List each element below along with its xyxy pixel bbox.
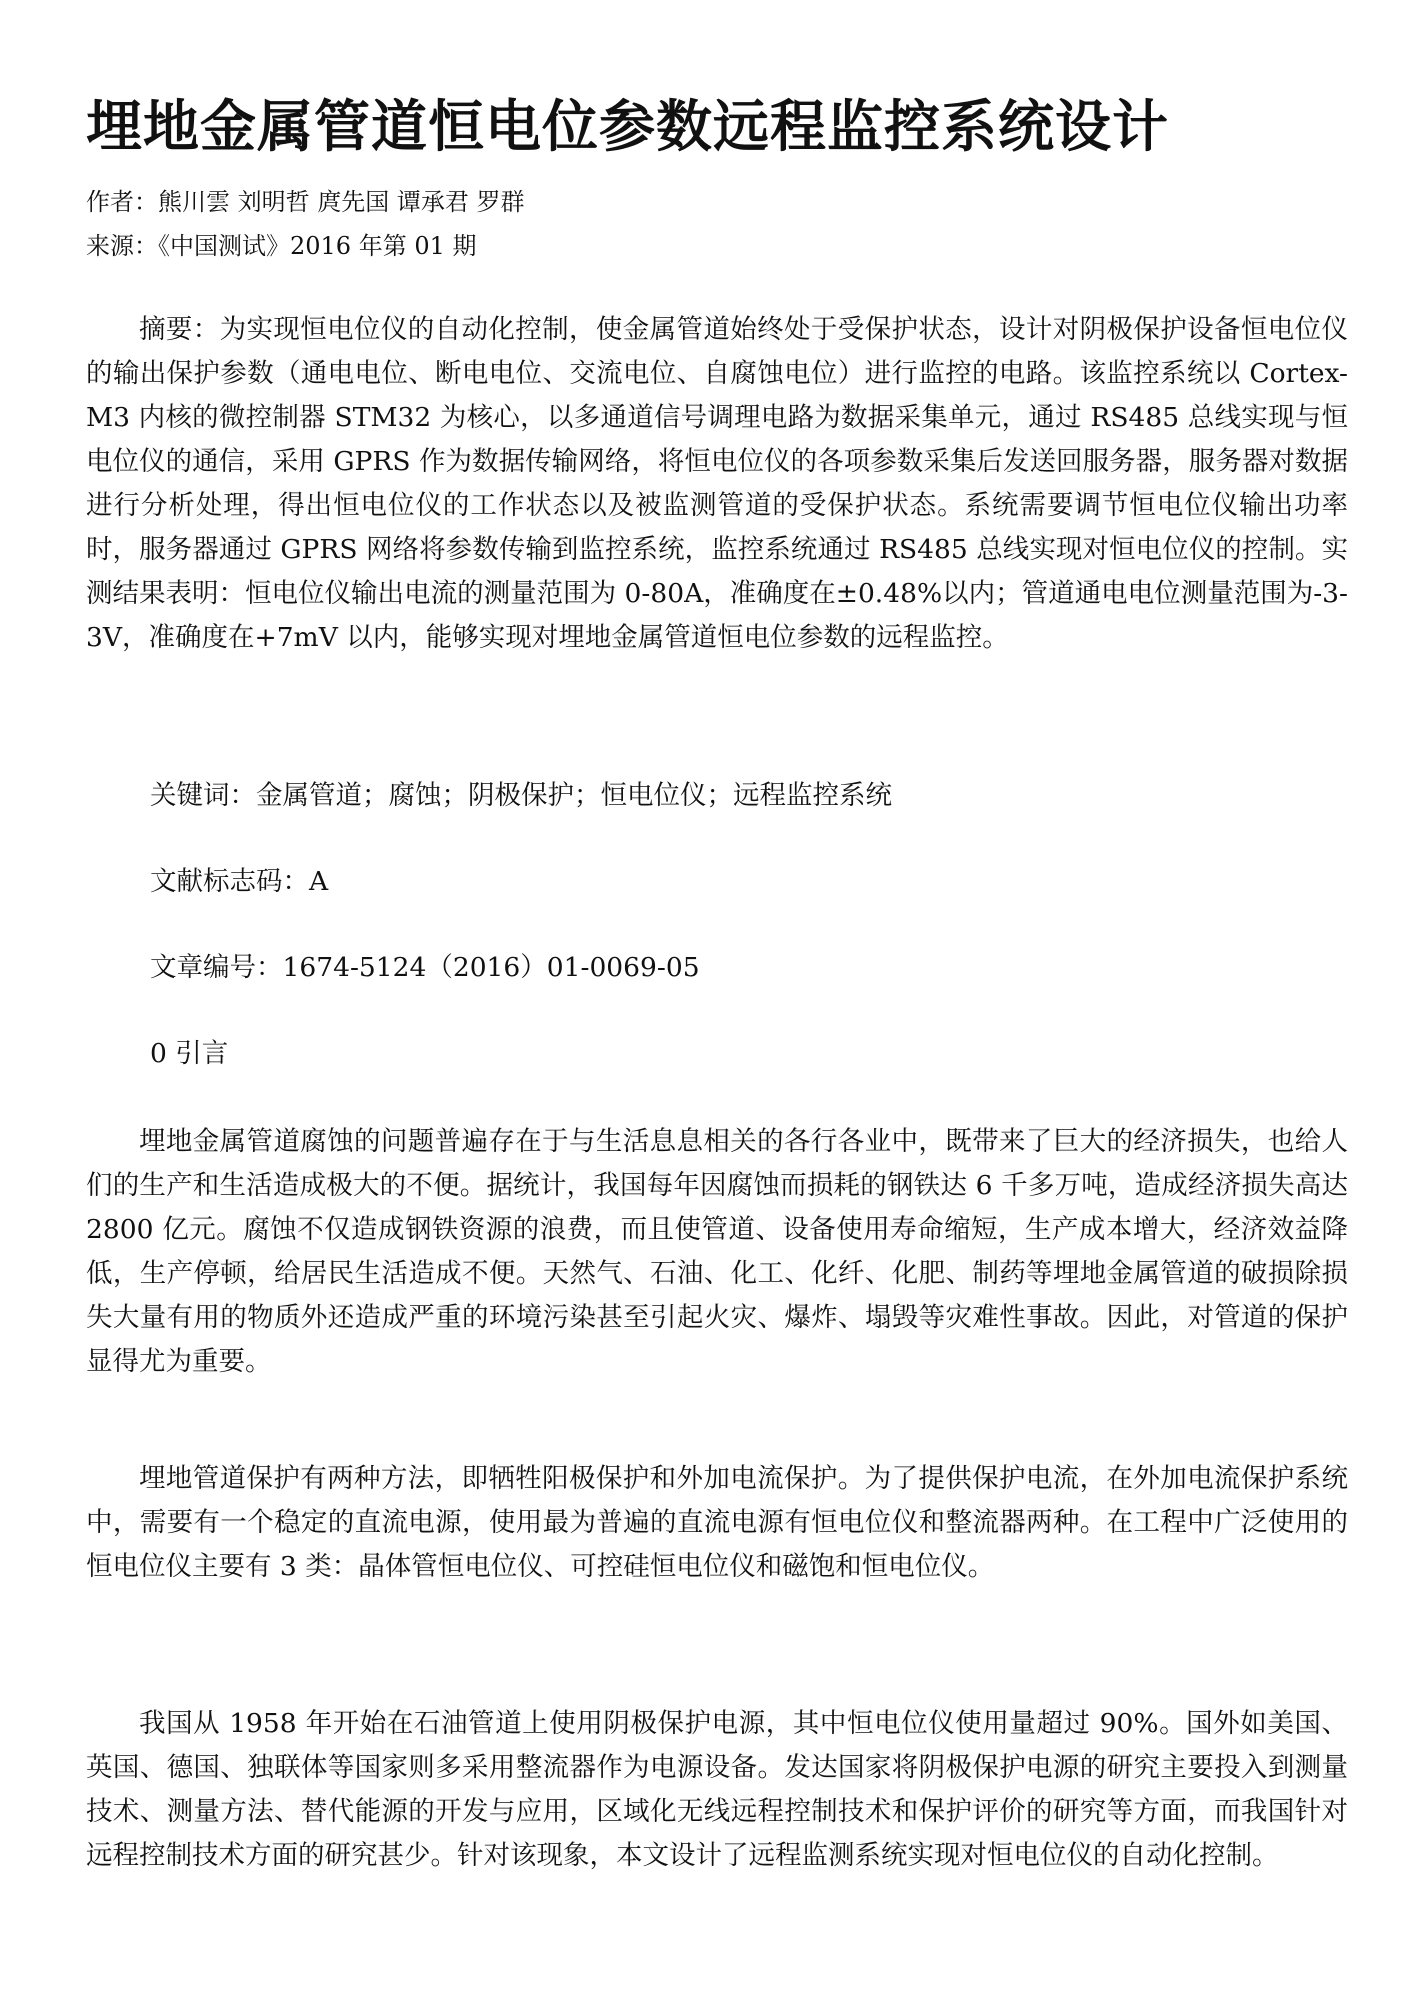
article-number-line: 文章编号：1674-5124（2016）01-0069-05: [150, 952, 700, 983]
body-paragraph: 埋地管道保护有两种方法，即牺牲阳极保护和外加电流保护。为了提供保护电流，在外加电流保护系统中，需要有一个稳定的直流电源，使用最为普遍的直流电源有恒电位仪和整流器两种。在工程中广泛使用的恒电位仪主要有 3 类：晶体管恒电位仪、可控硅恒电位仪和磁饱和恒电位仪。: [86, 1463, 1348, 1582]
section-heading: 0 引言: [150, 1038, 229, 1069]
page-title: 埋地金属管道恒电位参数远程监控系统设计: [86, 95, 1169, 160]
document-code-line: 文献标志码：A: [150, 866, 329, 897]
abstract-paragraph: 摘要：为实现恒电位仪的自动化控制，使金属管道始终处于受保护状态，设计对阴极保护设备恒电位仪的输出保护参数（通电电位、断电电位、交流电位、自腐蚀电位）进行监控的电路。该监控系统以 Cortex-M3 内核的微控制器 STM32 为核心，以多通道信号调理电路为数据采集单元，通过 RS485 总线实现与恒电位仪的通信，采用 GPRS 作为数据传输网络，将恒电位仪的各项参数采集后发送回服务器，服务器对数据进行分析处理，得出恒电位仪的工作状态以及被监测管道的受保护状态。系统需要调节恒电位仪输出功率时，服务器通过 GPRS 网络将参数传输到监控系统，监控系统通过 RS485 总线实现对恒电位仪的控制。实测结果表明：恒电位仪输出电流的测量范围为 0-80A，准确度在±0.48%以内；管道通电电位测量范围为-3-3V，准确度在+7mV 以内，能够实现对埋地金属管道恒电位参数的远程监控。: [86, 314, 1348, 653]
keywords-line: 关键词：金属管道；腐蚀；阴极保护；恒电位仪；远程监控系统: [150, 780, 892, 811]
body-paragraph: 埋地金属管道腐蚀的问题普遍存在于与生活息息相关的各行各业中，既带来了巨大的经济损失，也给人们的生产和生活造成极大的不便。据统计，我国每年因腐蚀而损耗的钢铁达 6 千多万吨，造成经济损失高达 2800 亿元。腐蚀不仅造成钢铁资源的浪费，而且使管道、设备使用寿命缩短，生产成本增大，经济效益降低，生产停顿，给居民生活造成不便。天然气、石油、化工、化纤、化肥、制药等埋地金属管道的破损除损失大量有用的物质外还造成严重的环境污染甚至引起火灾、爆炸、塌毁等灾难性事故。因此，对管道的保护显得尤为重要。: [86, 1126, 1348, 1377]
source-line: 来源：《中国测试》2016 年第 01 期: [86, 232, 477, 260]
authors-line: 作者：熊川雲 刘明哲 庹先国 谭承君 罗群: [86, 188, 525, 216]
body-paragraph: 我国从 1958 年开始在石油管道上使用阴极保护电源，其中恒电位仪使用量超过 90%。国外如美国、英国、德国、独联体等国家则多采用整流器作为电源设备。发达国家将阴极保护电源的研究主要投入到测量技术、测量方法、替代能源的开发与应用，区域化无线远程控制技术和保护评价的研究等方面，而我国针对远程控制技术方面的研究甚少。针对该现象，本文设计了远程监测系统实现对恒电位仪的自动化控制。: [86, 1708, 1348, 1871]
